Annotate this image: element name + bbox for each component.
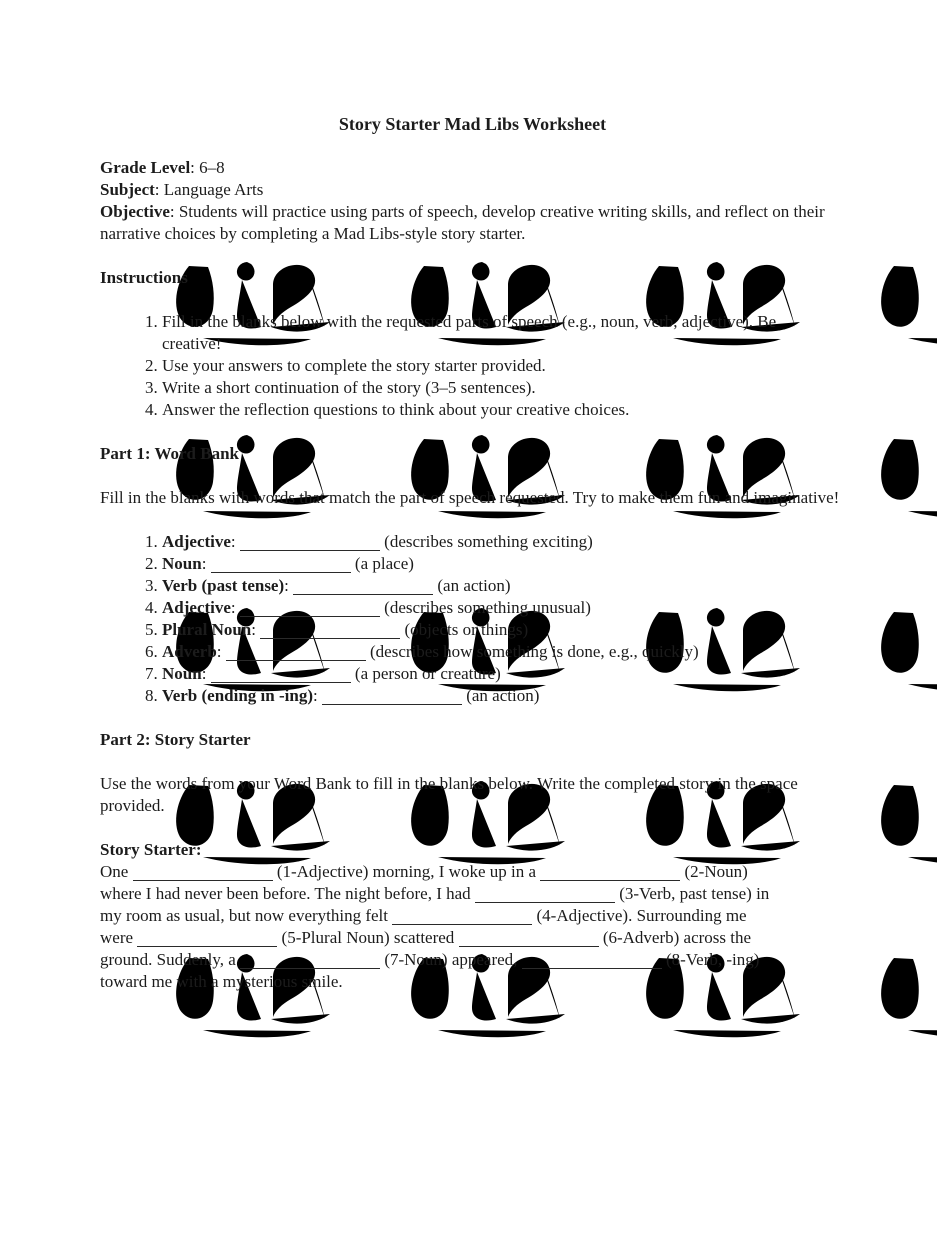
- fill-in-blank: [392, 912, 532, 925]
- word-bank-label: Noun: [162, 554, 202, 573]
- fill-in-blank: [240, 604, 380, 617]
- instruction-item: 1. Fill in the blanks below with the requested parts of speech (e.g., noun, verb, adjective). Be creative!: [162, 311, 832, 355]
- document-title: Story Starter Mad Libs Worksheet: [338, 114, 607, 134]
- story-line: ground. Suddenly, a (7-Noun) appeared, (8-Verb, -ing): [100, 950, 760, 969]
- meta-block: [100, 157, 845, 245]
- fill-in-blank: [133, 868, 273, 881]
- word-bank-label: Adjective: [162, 598, 231, 617]
- story-paragraph: [100, 861, 845, 993]
- separator: :: [230, 598, 240, 617]
- separator: :: [195, 840, 202, 859]
- part1-heading: Part 1: Word Bank: [100, 444, 240, 463]
- objective-label: Objective: [100, 202, 170, 221]
- instruction-item: 3. Write a short continuation of the story (3–5 sentences).: [162, 377, 832, 399]
- story-starter-label: Story Starter: [100, 840, 196, 859]
- word-bank-label: Verb (ending in -ing): [162, 686, 313, 705]
- fill-in-blank: [293, 582, 433, 595]
- subject-line: [100, 179, 845, 201]
- instructions-list: [100, 311, 845, 421]
- word-bank-item: [162, 597, 832, 619]
- story-line: toward me with a mysterious smile.: [100, 972, 343, 991]
- word-bank-label: Noun: [162, 664, 202, 683]
- word-bank-note: (an action): [466, 686, 540, 705]
- subject-value: Language Arts: [163, 180, 264, 199]
- instructions-heading: Instructions: [100, 268, 188, 287]
- fill-in-blank: [260, 626, 400, 639]
- subject-label: Subject: [100, 180, 155, 199]
- story-line: were (5-Plural Noun) scattered (6-Adverb) across the: [100, 928, 752, 947]
- word-bank-note: (describes how something is done, e.g., quickly): [370, 642, 699, 661]
- word-bank-label: Adverb: [162, 642, 217, 661]
- word-bank-label: Adjective: [162, 532, 231, 551]
- separator: :: [284, 576, 294, 595]
- word-bank-item: [162, 575, 832, 597]
- word-bank-label: Plural Noun: [162, 620, 252, 639]
- word-bank-item: [162, 531, 832, 553]
- part2-heading: Part 2: Story Starter: [100, 730, 251, 749]
- fill-in-blank: [211, 670, 351, 683]
- part1-intro: Fill in the blanks with words that match the part of speech requested. Try to make them fun and imaginative!: [100, 488, 840, 507]
- separator: :: [190, 158, 200, 177]
- word-bank-item: [162, 685, 832, 707]
- word-bank-item: [162, 553, 832, 575]
- separator: :: [251, 620, 261, 639]
- separator: :: [216, 642, 226, 661]
- word-bank-note: (describes something unusual): [384, 598, 591, 617]
- word-bank-item: [162, 641, 832, 663]
- separator: :: [201, 554, 211, 573]
- word-bank-note: (describes something exciting): [384, 532, 593, 551]
- part2-intro: Use the words from your Word Bank to fill in the blanks below. Write the completed story in the space provided.: [100, 774, 798, 815]
- word-bank-label: Verb (past tense): [162, 576, 285, 595]
- fill-in-blank: [137, 934, 277, 947]
- fill-in-blank: [475, 890, 615, 903]
- objective-line: [100, 201, 845, 245]
- separator: :: [230, 532, 240, 551]
- fill-in-blank: [240, 956, 380, 969]
- story-line: my room as usual, but now everything felt (4-Adjective). Surrounding me: [100, 906, 747, 925]
- grade-level-line: [100, 157, 845, 179]
- fill-in-blank: [240, 538, 380, 551]
- separator: :: [312, 686, 322, 705]
- grade-level-label: Grade Level: [100, 158, 191, 177]
- word-bank-list: [100, 531, 845, 707]
- story-starter-label-line: [100, 839, 845, 861]
- fill-in-blank: [211, 560, 351, 573]
- word-bank-note: (a person or creature): [354, 664, 501, 683]
- word-bank-note: (an action): [437, 576, 511, 595]
- objective-value: Students will practice using parts of speech, develop creative writing skills, and reflect on their narrative choices by completing a Mad Libs-style story starter.: [100, 202, 825, 243]
- fill-in-blank: [226, 648, 366, 661]
- grade-level-value: 6–8: [199, 158, 225, 177]
- fill-in-blank: [459, 934, 599, 947]
- separator: :: [154, 180, 164, 199]
- story-line: One (1-Adjective) morning, I woke up in a (2-Noun): [100, 862, 748, 881]
- fill-in-blank: [322, 692, 462, 705]
- separator: :: [169, 202, 179, 221]
- story-line: where I had never been before. The night before, I had (3-Verb, past tense) in: [100, 884, 770, 903]
- word-bank-note: (objects or things): [404, 620, 529, 639]
- fill-in-blank: [522, 956, 662, 969]
- word-bank-item: [162, 619, 832, 641]
- instruction-item: 2. Use your answers to complete the story starter provided.: [162, 355, 832, 377]
- word-bank-note: (a place): [354, 554, 414, 573]
- fill-in-blank: [540, 868, 680, 881]
- separator: :: [201, 664, 211, 683]
- instruction-item: 4. Answer the reflection questions to think about your creative choices.: [162, 399, 832, 421]
- word-bank-item: [162, 663, 832, 685]
